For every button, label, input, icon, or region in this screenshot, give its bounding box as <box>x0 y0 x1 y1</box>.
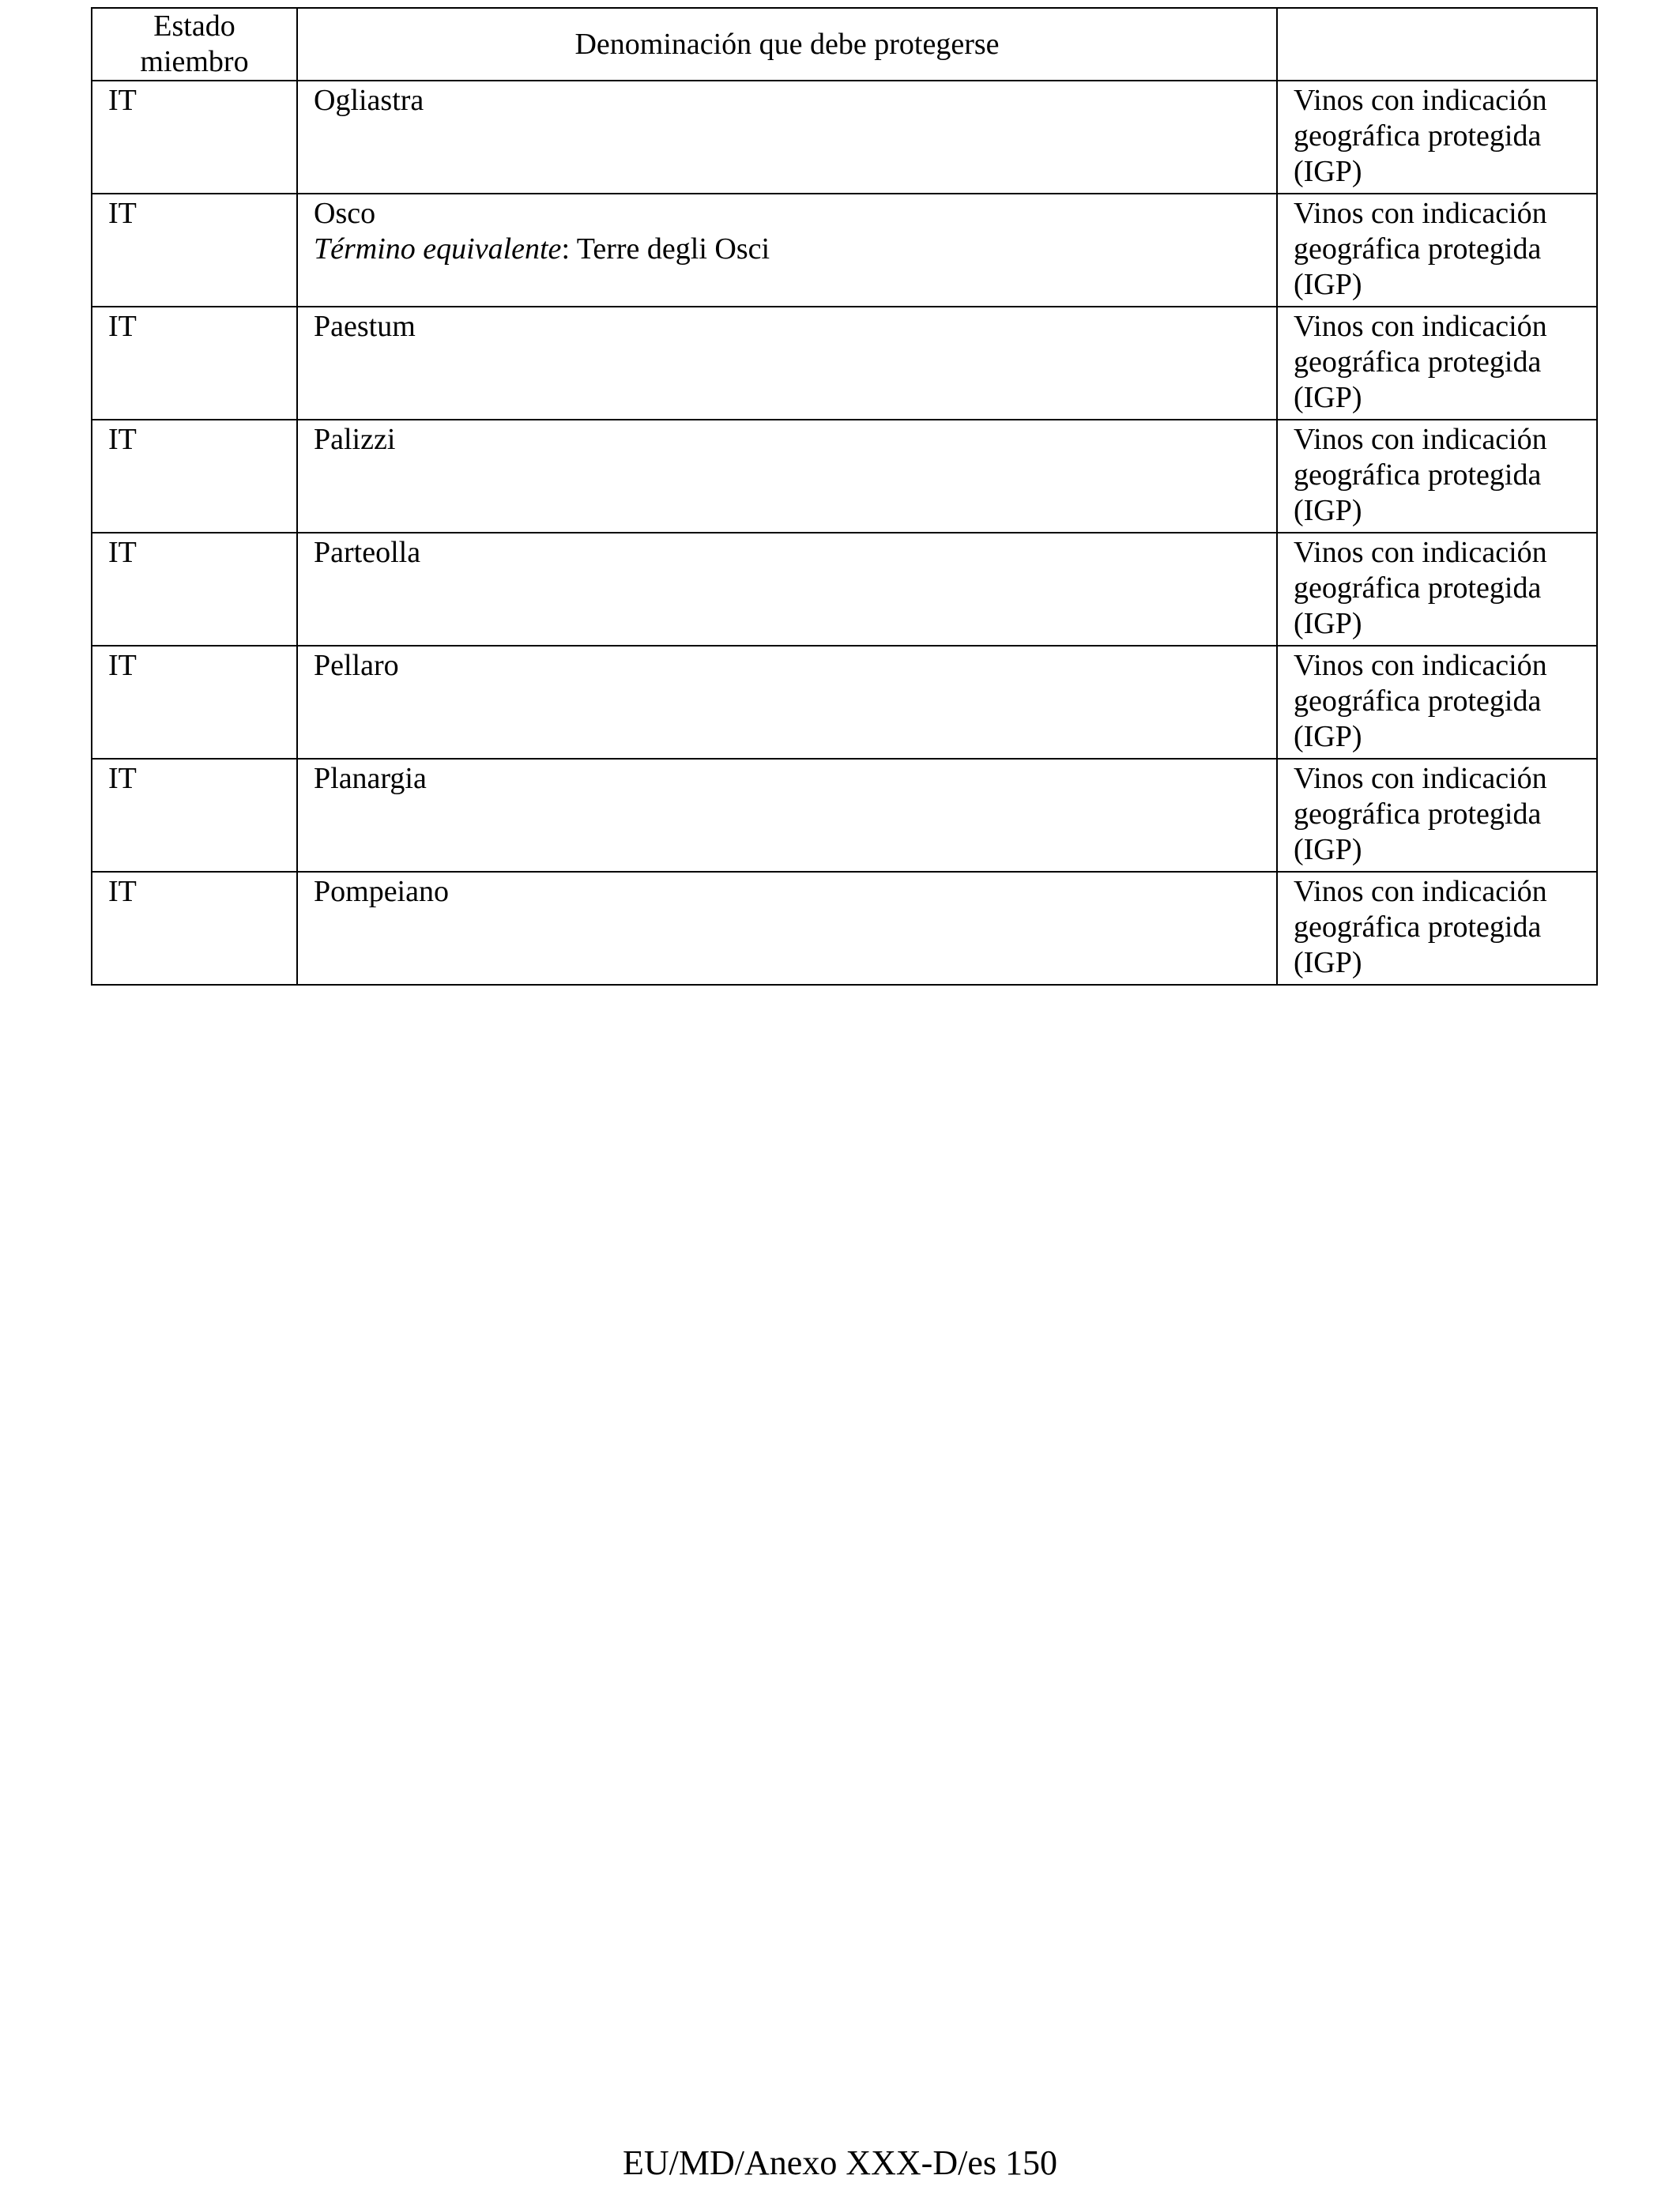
cell-member-state: IT <box>92 81 297 194</box>
protected-name-text: Osco <box>314 197 376 230</box>
cell-protected-name: Pellaro <box>297 646 1277 759</box>
equivalent-term-value: : Terre degli Osci <box>561 232 770 266</box>
cell-member-state: IT <box>92 759 297 872</box>
table-header-row <box>92 8 1597 81</box>
cell-product-type: Vinos con indicación geográfica protegida (IGP) <box>1277 420 1597 533</box>
cell-member-state: IT <box>92 307 297 420</box>
cell-protected-name: Paestum <box>297 307 1277 420</box>
cell-product-type: Vinos con indicación geográfica protegida (IGP) <box>1277 872 1597 985</box>
cell-member-state: IT <box>92 533 297 646</box>
cell-product-type: Vinos con indicación geográfica protegida (IGP) <box>1277 533 1597 646</box>
protected-names-table <box>91 7 1598 986</box>
table-row <box>92 420 1597 533</box>
cell-protected-name: Ogliastra <box>297 81 1277 194</box>
table-row <box>92 81 1597 194</box>
header-member-state-line2: miembro <box>140 45 249 78</box>
cell-protected-name: Palizzi <box>297 420 1277 533</box>
cell-protected-name: Pompeiano <box>297 872 1277 985</box>
table-row <box>92 533 1597 646</box>
cell-protected-name <box>297 194 1277 307</box>
cell-product-type: Vinos con indicación geográfica protegida (IGP) <box>1277 307 1597 420</box>
header-member-state-line1: Estado <box>153 9 235 43</box>
cell-member-state: IT <box>92 646 297 759</box>
page-footer-reference: EU/MD/Anexo XXX-D/es 150 <box>623 2143 1057 2182</box>
cell-member-state: IT <box>92 420 297 533</box>
header-protected-name: Denominación que debe protegerse <box>297 8 1277 81</box>
table-row <box>92 872 1597 985</box>
cell-protected-name: Planargia <box>297 759 1277 872</box>
cell-product-type: Vinos con indicación geográfica protegida (IGP) <box>1277 759 1597 872</box>
equivalent-term-line <box>314 232 1260 267</box>
table-row <box>92 646 1597 759</box>
header-member-state <box>92 8 297 81</box>
cell-member-state: IT <box>92 194 297 307</box>
cell-product-type: Vinos con indicación geográfica protegida (IGP) <box>1277 81 1597 194</box>
cell-member-state: IT <box>92 872 297 985</box>
cell-protected-name: Parteolla <box>297 533 1277 646</box>
table-row <box>92 759 1597 872</box>
table-row <box>92 307 1597 420</box>
table-row <box>92 194 1597 307</box>
equivalent-term-label: Término equivalente <box>314 232 562 266</box>
cell-product-type: Vinos con indicación geográfica protegida (IGP) <box>1277 646 1597 759</box>
cell-product-type: Vinos con indicación geográfica protegida (IGP) <box>1277 194 1597 307</box>
header-product-type <box>1277 8 1597 81</box>
